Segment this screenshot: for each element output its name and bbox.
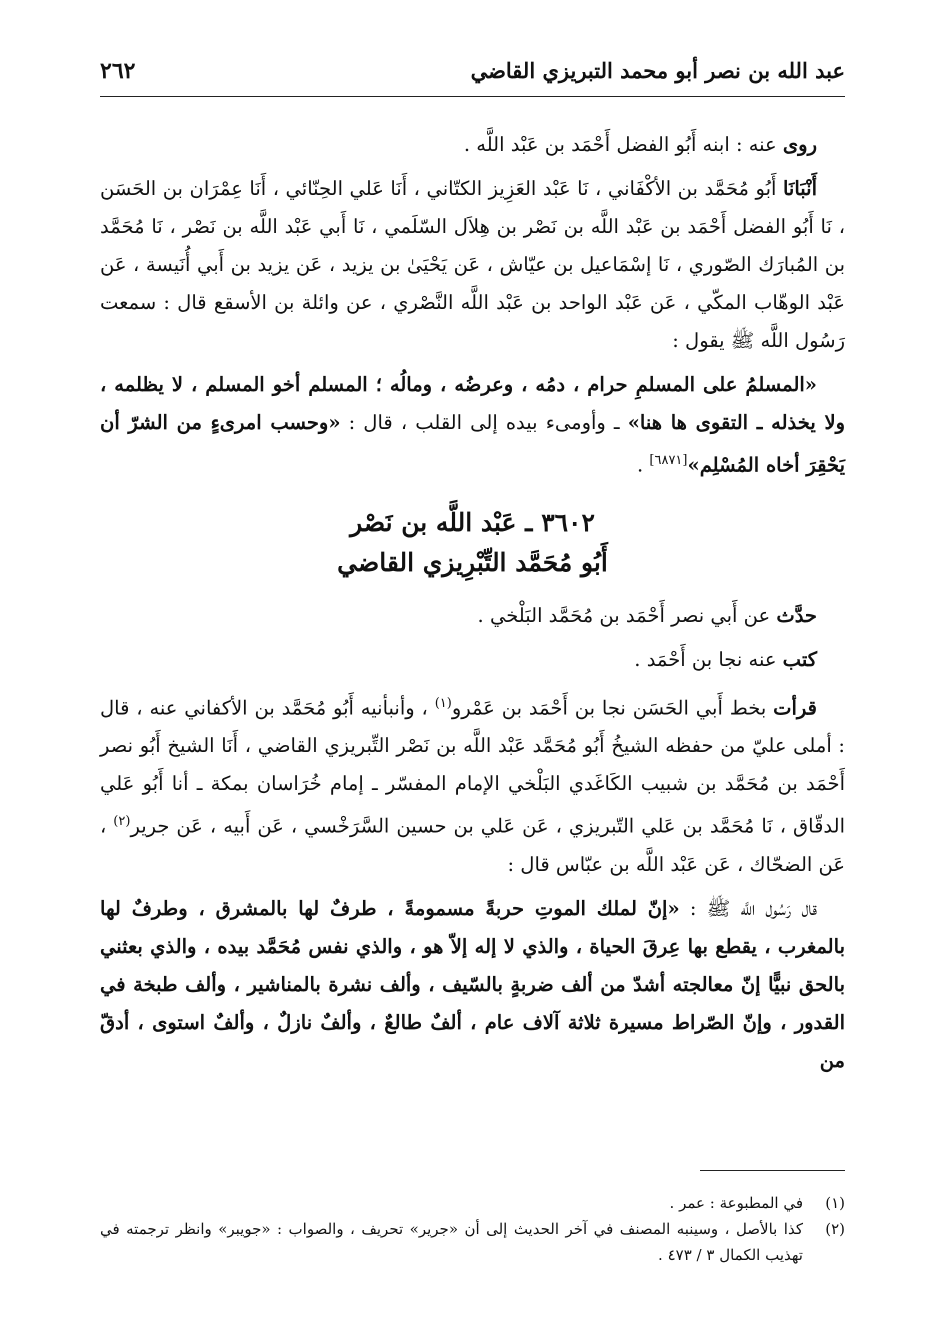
- paragraph-lead-word: قرأت: [773, 696, 817, 719]
- footnote-number: (١): [825, 1194, 845, 1212]
- page-number: ٢٦٢: [100, 58, 136, 84]
- paragraph-isnad: [100, 685, 845, 884]
- paragraph-hadith: [100, 366, 845, 485]
- paragraph-lead-word: أَنْبَانَا: [782, 177, 817, 200]
- paragraph-text: ـ وأومىء بيده إلى القلب ، قال :: [340, 411, 628, 434]
- paragraph-lead-word: كتب: [782, 647, 817, 671]
- footnote-marker-2: (٢): [113, 814, 131, 829]
- footnote-marker-1: (١): [434, 695, 452, 711]
- paragraph-hadith: [100, 890, 845, 1080]
- page-header: [100, 58, 845, 97]
- paragraph-written-by: [100, 641, 845, 679]
- paragraph-text: أَبُو مُحَمَّد بن الأكْفَاني ، نَا عَبْد العَزِيز الكتّاني ، أَنَا عَلي الحِنّائي ، أَنَا عِمْرَان بن الحَسَن ، نَا أَبُو الفضل أَحْمَد بن عَبْد اللَّه بن نَصْر بن هِلاَل السّلَمي ، نَا أَبي عَبْد اللَّه بن نَصْر ، نَا مُحَمَّد بن المُبارَك الصّوري ، نَا إسْمَاعيل بن عيّاش ، عَن يَحْيَىٰ بن يزيد ، عَن يزيد بن أَبي أُنَيسة ، عَن عَبْد الوهّاب المكّي ، عَن عَبْد الواحد بن عَبْد اللَّه النَّصْري ، عن وائلة بن الأسقع قال : سمعت رَسُول اللَّه ﷺ يقول :: [100, 177, 845, 352]
- paragraph-text: عن أَبي نصر أَحْمَد بن مُحَمَّد البَلْخي .: [477, 603, 777, 627]
- entry-heading: [100, 503, 845, 583]
- hadith-reference-number: [٦٨٧١]: [649, 453, 688, 468]
- paragraph-text: قال رَسُول اللَّه ﷺ :: [679, 896, 818, 920]
- paragraph-narrated-from: [100, 597, 845, 635]
- paragraph-end: .: [637, 453, 650, 477]
- paragraph-text-end: ، عَن الضحّاك ، عَن عَبْد اللَّه بن عبّاس قال :: [100, 814, 845, 876]
- footnote-separator: [700, 1170, 845, 1171]
- footnotes: [100, 1190, 845, 1268]
- footnote-text: كذا بالأصل ، وسينبه المصنف في آخر الحديث إلى أن «جرير» تحريف ، والصواب : «جويبر» وانظر ترجمته في تهذيب الكمال ٣ / ٤٧٣ .: [100, 1220, 803, 1264]
- footnote-number: (٢): [825, 1220, 845, 1238]
- footnote: [100, 1190, 845, 1216]
- footnote-text: في المطبوعة : عمر .: [669, 1194, 803, 1212]
- entry-kunya: أَبُو مُحَمَّد التِّبْرِيزي القاضي: [337, 547, 608, 577]
- hadith-text: «إنّ لملك الموتِ حربةً مسمومةً ، طرفٌ لها بالمشرق ، وطرفٌ لها بالمغرب ، يقطع بها عِرقَ الحياة ، والذي لا إله إلاّ هو ، والذي نفس مُحَمَّد بيده ، والذي بعثني بالحق نبيًّا إنّ معالجته أشدّ من ألف ضربةٍ بالسّيف ، وألف نشرة بالمناشير ، وألف طبخة في القدور ، وإنّ الصّراط مسيرة ثلاثة آلاف عام ، ألفٌ طالعٌ ، وألفٌ نازلٌ ، وألفٌ استوى ، أدقّ من: [100, 896, 845, 1072]
- paragraph-text: عنه : ابنه أَبُو الفضل أَحْمَد بن عَبْد اللَّه .: [463, 133, 783, 156]
- paragraph-text-continued: ، وأنبأنيه أَبُو مُحَمَّد بن الأكفاني عنه ، قال : أملى عليّ من حفظه الشيخُ أَبُو مُحَمَّد عَبْد اللَّه بن نَصْر التِّبريزي القاضي ، أَنَا الشيخ أَبُو نصر أَحْمَد بن مُحَمَّد بن شبيب الكَاغَدي البَلْخي الإمام المفسّر ـ إمام خُرَاسان بمكة ـ أنا أَبُو عَلي الدقّاق ، نَا مُحَمَّد بن عَلي التّبريزي ، عَن عَلي بن حسين السَّرَخْسي ، عَن أَبيه ، عَن جرير: [100, 696, 845, 838]
- running-title: عبد الله بن نصر أبو محمد التبريزي القاضي: [470, 58, 845, 83]
- hadith-text-continued: «وحسب امرىءٍ من الشرّ أن يَحْقِرَ أخاه المُسْلِم»: [100, 411, 845, 477]
- paragraph-narrated-by: [100, 126, 845, 164]
- paragraph-isnad: [100, 170, 845, 360]
- paragraph-text: بخط أَبي الحَسَن نجا بن أَحْمَد بن عَمْرو: [451, 696, 774, 719]
- entry-number-name: ٣٦٠٢ ـ عَبْد اللَّه بن نَصْر: [350, 507, 595, 537]
- paragraph-lead-word: روى: [782, 133, 817, 156]
- footnote: [100, 1216, 845, 1268]
- paragraph-text: عنه نجا بن أَحْمَد .: [634, 647, 783, 671]
- page-body: [100, 126, 845, 1086]
- hadith-text: «المسلمُ على المسلمِ حرام ، دمُه ، وعرضُه ، ومالُه ؛ المسلم أخو المسلم ، لا يظلمه ، ولا يخذله ـ التقوى ها هنا»: [100, 373, 845, 434]
- paragraph-lead-word: حدَّث: [776, 603, 817, 627]
